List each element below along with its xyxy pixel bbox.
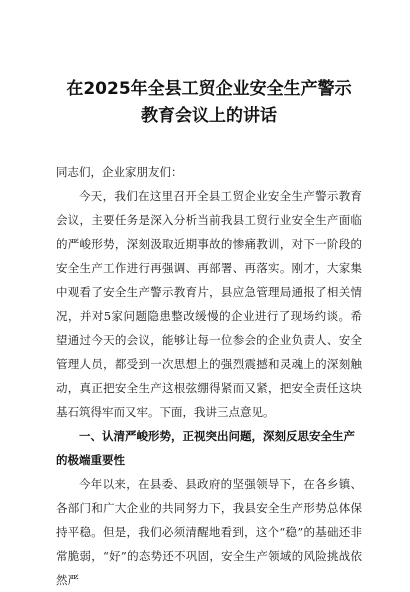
- body-paragraph: 今天，我们在这里召开全县工贸企业安全生产警示教育会议，主要任务是深入分析当前我县工贸行业安全生产面临的严峻形势，深刻汲取近期事故的惨痛教训，对下一阶段的安全生产工作进行再强调、再部署、再落实。刚才，大家集中观看了安全生产警示教育片，县应急管理局通报了相关情况，并对5家问题隐患整改缓慢的企业进行了现场约谈。希望通过今天的会议，能够让每一位参会的企业负责人、安全管理人员，都受到一次思想上的强烈震撼和灵魂上的深刻触动，真正把安全生产这根弦绷得紧而又紧，把安全责任这块基石筑得牢而又牢。下面，我讲三点意见。: [56, 189, 362, 419]
- document-title: 在2025年全县工贸企业安全生产警示教育会议上的讲话: [66, 79, 352, 126]
- section-heading: 一、认清严峻形势，正视突出问题，深刻反思安全生产的极端重要性: [56, 429, 355, 467]
- salutation: 同志们，企业家朋友们：: [56, 165, 183, 179]
- section-paragraph: 今年以来，在县委、县政府的坚强领导下，在各乡镇、各部门和广大企业的共同努力下，我县安全生产形势总体保持平稳。但是，我们必须清醒地看到，这个“稳”的基础还非常脆弱，“好”的态势还不巩固，安全生产领域的风险挑战依然严: [56, 477, 362, 587]
